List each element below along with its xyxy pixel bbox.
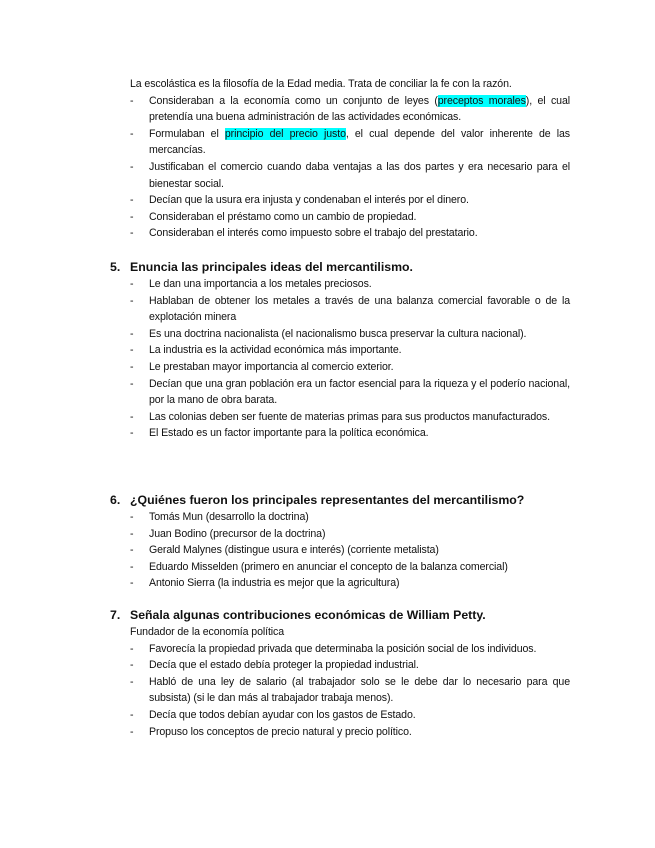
list-item: - Le dan una importancia a los metales preciosos. xyxy=(130,278,372,290)
list-item: - Hablaban de obtener los metales a través de una balanza comercial favorable o de la explotación minera xyxy=(130,294,570,324)
list-item: - Gerald Malynes (distingue usura e interés) (corriente metalista) xyxy=(130,544,439,557)
section-heading xyxy=(110,259,570,276)
list-item: - Las colonias deben ser fuente de materias primas para sus productos manufacturados. xyxy=(130,410,550,423)
section-6 xyxy=(110,492,570,592)
intro-paragraph: La escolástica es la filosofía de la Edad media. Trata de conciliar la fe con la razón. xyxy=(130,78,512,90)
list-item: - Le prestaban mayor importancia al comercio exterior. xyxy=(130,360,394,373)
list-item: - Consideraban el interés como impuesto sobre el trabajo del prestatario. xyxy=(130,227,478,240)
section-title: Señala algunas contribuciones económicas de William Petty. xyxy=(130,608,486,622)
intro-list xyxy=(130,93,570,242)
highlighted-text: principio del precio justo xyxy=(224,127,346,140)
section-heading xyxy=(110,492,570,509)
section-list xyxy=(130,641,570,741)
section-heading xyxy=(110,607,570,624)
list-item: - Decían que una gran población era un factor esencial para la riqueza y el poderío nacional, por la mano de obra barata. xyxy=(130,377,570,407)
section-number: 6. xyxy=(110,493,121,507)
list-item: - Propuso los conceptos de precio natural y precio político. xyxy=(130,725,412,738)
list-item: - Habló de una ley de salario (al trabajador solo se le debe dar lo necesario para que subsista) (si le dan más al trabajador trabaja menos). xyxy=(130,675,570,705)
list-item: - El Estado es un factor importante para la política económica. xyxy=(130,427,429,440)
list-item: - Es una doctrina nacionalista (el nacionalismo busca preservar la cultura nacional). xyxy=(130,327,527,340)
list-item: - Decía que todos debían ayudar con los gastos de Estado. xyxy=(130,708,416,721)
section-list xyxy=(130,276,570,442)
list-item: - Favorecía la propiedad privada que determinaba la posición social de los individuos. xyxy=(130,642,537,655)
section-number: 7. xyxy=(110,608,121,622)
list-item: - Consideraban a la economía como un conjunto de leyes (preceptos morales), el cual pretendía una buena administración de las actividades económicas. xyxy=(130,94,570,124)
list-item: - La industria es la actividad económica más importante. xyxy=(130,344,402,357)
intro-block xyxy=(130,76,570,242)
list-item: - Formulaban el principio del precio justo, el cual depende del valor inherente de las mercancías. xyxy=(130,127,570,157)
section-title: Enuncia las principales ideas del mercantilismo. xyxy=(130,260,413,274)
section-5 xyxy=(110,259,570,442)
list-item: - Juan Bodino (precursor de la doctrina) xyxy=(130,527,326,540)
section-title: ¿Quiénes fueron los principales representantes del mercantilismo? xyxy=(130,493,525,507)
list-item: - Decían que la usura era injusta y condenaban el interés por el dinero. xyxy=(130,194,469,207)
highlighted-text: preceptos morales xyxy=(437,94,526,107)
list-item: - Justificaban el comercio cuando daba ventajas a las dos partes y era necesario para el bienestar social. xyxy=(130,160,570,190)
list-item: - Eduardo Misselden (primero en anunciar el concepto de la balanza comercial) xyxy=(130,560,508,573)
section-number: 5. xyxy=(110,260,121,274)
list-item: - Tomás Mun (desarrollo la doctrina) xyxy=(130,511,309,523)
section-7 xyxy=(110,607,570,740)
section-subtitle: Fundador de la economía política xyxy=(130,626,285,638)
list-item: - Consideraban el préstamo como un cambio de propiedad. xyxy=(130,210,417,223)
list-item: - Antonio Sierra (la industria es mejor que la agricultura) xyxy=(130,577,400,590)
section-list xyxy=(130,509,570,592)
list-item: - Decía que el estado debía proteger la propiedad industrial. xyxy=(130,659,419,672)
